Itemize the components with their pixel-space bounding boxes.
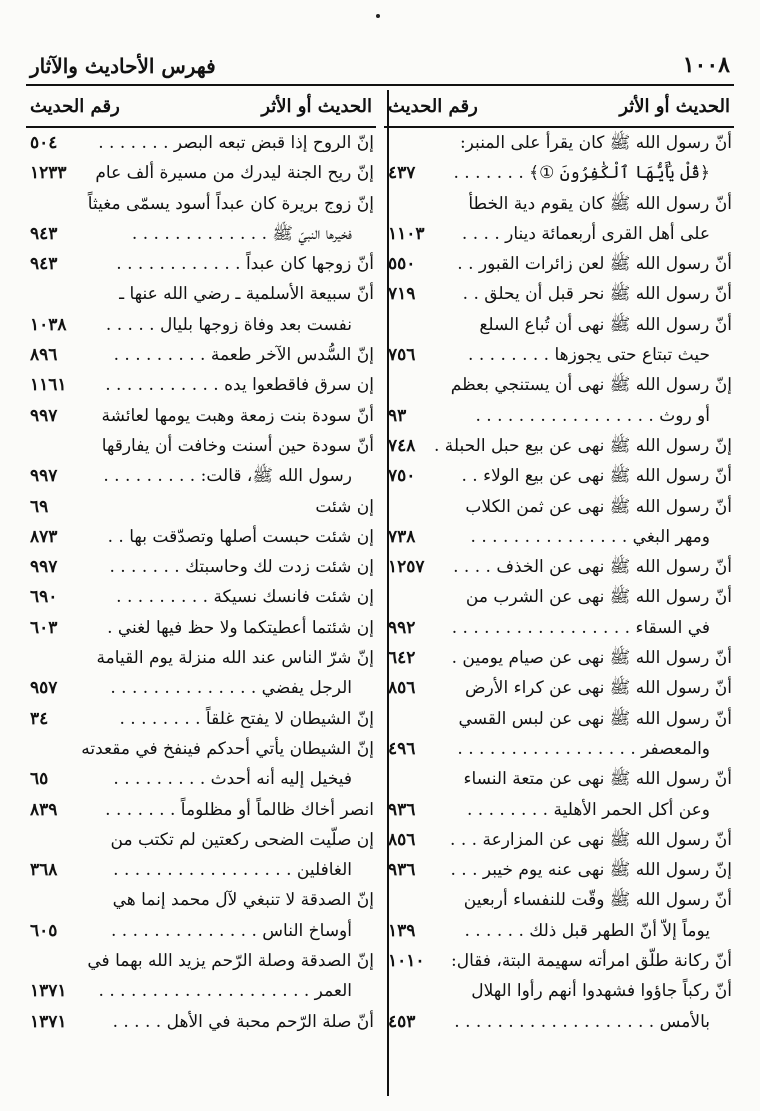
- hadith-text: انصر أخاك ظالماً أو مظلوماً . . . . . . .: [105, 799, 374, 820]
- hadith-text: أنّ سودة حين أسنت وخافت أن يفارقها: [101, 435, 374, 456]
- index-entry: [26, 734, 376, 764]
- index-entry: [26, 673, 376, 703]
- hadith-number: ٨٧٣: [30, 526, 58, 547]
- index-entry: [384, 158, 734, 188]
- hadith-number: ٦٠٥: [30, 920, 58, 941]
- index-entry: [26, 916, 376, 946]
- hadith-number: ٦٠٣: [30, 617, 58, 638]
- hadith-text: إنّ الصدقة وصلة الرّحم يزيد الله بهما في: [87, 951, 374, 972]
- hadith-text: إنّ رسول الله ﷺ نهى عنه يوم خيبر . . .: [450, 860, 732, 881]
- index-entry: [26, 158, 376, 188]
- hadith-text: إنّ رسول الله ﷺ نهى عن بيع حبل الحبلة .: [433, 435, 732, 456]
- index-entry: [26, 704, 376, 734]
- hadith-text: نفست بعد وفاة زوجها بليال . . . . .: [105, 314, 352, 335]
- page-header: [26, 52, 734, 84]
- hadith-text: إن شئت: [315, 496, 374, 517]
- index-entry: [384, 673, 734, 703]
- hadith-text: في السقاء . . . . . . . . . . . . . . . . .: [451, 617, 710, 638]
- hadith-text: أنّ صلة الرّحم محبة في الأهل . . . . .: [112, 1011, 374, 1032]
- index-entry: [384, 522, 734, 552]
- hadith-number: ٤٣٧: [388, 163, 416, 184]
- index-entry: [26, 946, 376, 976]
- hadith-text: ﴿قُلْ يَٰأَيُّهَا ٱلْكَٰفِرُونَ ①﴾ . . . . . . .: [453, 163, 710, 184]
- index-entry: [384, 916, 734, 946]
- hadith-text: أنّ رسول الله ﷺ نهى أن تُباع السلع: [479, 314, 732, 335]
- index-entry: [26, 1007, 376, 1037]
- hadith-text: إنّ رسول الله ﷺ نهى أن يستنجي بعظم: [450, 375, 732, 396]
- index-entry: [384, 643, 734, 673]
- hadith-number: ٥٠٤: [30, 133, 58, 153]
- index-entry: [384, 825, 734, 855]
- page-number: ١٠٠٨: [682, 52, 730, 78]
- hadith-number: ٧٤٨: [388, 435, 416, 456]
- rows-left: [26, 128, 376, 1037]
- index-entry: [26, 219, 376, 249]
- column-header-left: [26, 90, 376, 128]
- index-entry: [384, 370, 734, 400]
- index-entry: [26, 643, 376, 673]
- index-entry: [26, 340, 376, 370]
- hadith-number: ٩٤٣: [30, 254, 58, 275]
- hadith-text: أنّ رسول الله ﷺ نهى عن كراء الأرض: [465, 678, 732, 699]
- hadith-number: ٦٩: [30, 496, 49, 517]
- index-entry: [26, 461, 376, 491]
- hadith-number: ٦٤٢: [388, 648, 416, 669]
- index-column-left: [26, 90, 376, 1096]
- hadith-text: إن شئتما أعطيتكما ولا حظ فيها لغني .: [107, 617, 374, 638]
- hadith-text: أنّ رسول الله ﷺ كان يقوم دية الخطأ: [468, 193, 732, 214]
- hadith-text: أنّ رسول الله ﷺ كان يقرأ على المنبر:: [459, 133, 732, 153]
- hadith-text: أنّ رسول الله ﷺ نهى عن المزارعة . . .: [450, 829, 732, 850]
- hadith-number: ٣٦٨: [30, 860, 58, 881]
- hadith-number: ٥٥٠: [388, 254, 416, 275]
- hadith-number: ٩٤٣: [30, 223, 58, 244]
- hadith-text: إن شئت حبست أصلها وتصدّقت بها . .: [107, 526, 374, 547]
- index-entry: [26, 401, 376, 431]
- hadith-text: على أهل القرى أربعمائة دينار . . . .: [461, 223, 710, 244]
- hadith-number: ١٢٥٧: [388, 557, 425, 578]
- hadith-text: فيخيل إليه أنه أحدث . . . . . . . . .: [113, 769, 352, 790]
- index-entry: [384, 1007, 734, 1037]
- hadith-text: إنّ زوج بريرة كان عبداً أسود يسمّى مغيثاً: [87, 193, 374, 214]
- index-entry: [384, 613, 734, 643]
- index-entry: [26, 492, 376, 522]
- index-entry: [384, 582, 734, 612]
- hadith-text: أنّ رسول الله ﷺ نهى عن متعة النساء: [463, 769, 732, 790]
- hadith-text: أنّ رسول الله ﷺ نهى عن الشرب من: [465, 587, 732, 608]
- column-header-right: [384, 90, 734, 128]
- index-entry: [384, 401, 734, 431]
- hadith-text: أنّ رسول الله ﷺ وقّت للنفساء أربعين: [463, 890, 732, 911]
- hadith-text: إنّ الصدقة لا تنبغي لآل محمد إنما هي: [112, 890, 374, 911]
- hadith-text: أنّ رسول الله ﷺ نهى عن بيع الولاء . .: [461, 466, 732, 487]
- index-entry: [26, 613, 376, 643]
- hadith-number: ١٠٣٨: [30, 314, 67, 335]
- hadith-text: أنّ ركباً جاؤوا فشهدوا أنهم رأوا الهلال: [471, 981, 732, 1002]
- hadith-number: ٦٥: [30, 769, 49, 790]
- hadith-number: ٩٩٢: [388, 617, 416, 638]
- hadith-number: ٧٥٦: [388, 345, 416, 366]
- index-entry: [26, 310, 376, 340]
- hadith-text: أنّ رسول الله ﷺ نهى عن لبس القسي: [458, 708, 732, 729]
- hadith-number: ٨٣٩: [30, 799, 58, 820]
- hadith-number: ٩٣٦: [388, 860, 416, 881]
- index-entry: [384, 976, 734, 1006]
- hadith-number: ١٠١٠: [388, 951, 425, 972]
- hadith-text: إن شئت زدت لك وحاسبتك . . . . . . .: [109, 557, 374, 578]
- index-entry: [384, 704, 734, 734]
- index-entry: [384, 734, 734, 764]
- column-heading-number: رقم الحديث: [388, 96, 478, 117]
- running-title: فهرس الأحاديث والآثار: [30, 54, 216, 78]
- hadith-text: الغافلين . . . . . . . . . . . . . . . . .: [113, 860, 352, 881]
- hadith-text: إنّ السُّدس الآخر طعمة . . . . . . . . .: [113, 345, 374, 366]
- hadith-text: بالأمس . . . . . . . . . . . . . . . . . . .: [454, 1011, 710, 1032]
- index-entry: [384, 279, 734, 309]
- hadith-number: ٦٩٠: [30, 587, 58, 608]
- index-entry: [26, 795, 376, 825]
- hadith-number: ١١٦١: [30, 375, 67, 396]
- index-entry: [384, 885, 734, 915]
- column-heading-hadith: الحديث أو الأثر: [619, 96, 730, 117]
- index-entry: [26, 855, 376, 885]
- hadith-text: إن شئت فانسك نسيكة . . . . . . . . .: [116, 587, 374, 608]
- index-entry: [384, 340, 734, 370]
- hadith-text: فخيرها النبيّ ﷺ . . . . . . . . . . . . .: [131, 223, 352, 244]
- hadith-number: ٤٥٣: [388, 1011, 416, 1032]
- index-entry: [384, 219, 734, 249]
- index-entry: [26, 522, 376, 552]
- hadith-text: أنّ رسول الله ﷺ نهى عن ثمن الكلاب: [465, 496, 732, 517]
- hadith-number: ٨٩٦: [30, 345, 58, 366]
- hadith-text: أوساخ الناس . . . . . . . . . . . . . .: [110, 920, 352, 941]
- hadith-text: أنّ رسول الله ﷺ لعن زائرات القبور . .: [457, 254, 732, 275]
- hadith-number: ٨٥٦: [388, 829, 416, 850]
- hadith-number: ٩٩٧: [30, 557, 58, 578]
- index-entry: [384, 249, 734, 279]
- hadith-number: ٧٣٨: [388, 526, 416, 547]
- hadith-text: الرجل يفضي . . . . . . . . . . . . . .: [110, 678, 352, 699]
- hadith-number: ٩٥٧: [30, 678, 58, 699]
- hadith-number: ٩٣: [388, 405, 407, 426]
- index-entry: [384, 189, 734, 219]
- index-entry: [384, 764, 734, 794]
- hadith-text: إنّ الشيطان لا يفتح غلقاً . . . . . . . .: [119, 708, 374, 729]
- index-entry: [26, 885, 376, 915]
- column-divider: [387, 90, 389, 1096]
- hadith-text: وعن أكل الحمر الأهلية . . . . . . . .: [467, 799, 710, 820]
- index-entry: [26, 249, 376, 279]
- index-entry: [384, 795, 734, 825]
- rows-right: [384, 128, 734, 1037]
- index-entry: [26, 431, 376, 461]
- hadith-text: أنّ سبيعة الأسلمية ـ رضي الله عنها ـ: [119, 284, 374, 305]
- hadith-text: إنّ الشيطان يأتي أحدكم فينفخ في مقعدته: [81, 738, 374, 759]
- hadith-number: ١٣٧١: [30, 1011, 67, 1032]
- column-heading-hadith: الحديث أو الأثر: [261, 96, 372, 117]
- page-dot-mark: [376, 14, 380, 18]
- hadith-number: ٩٩٧: [30, 466, 58, 487]
- hadith-number: ٧١٩: [388, 284, 416, 305]
- hadith-number: ١٣٧١: [30, 981, 67, 1002]
- index-entry: [26, 128, 376, 158]
- hadith-text: إن صلّيت الضحى ركعتين لم تكتب من: [110, 829, 374, 850]
- hadith-text: إن سرق فاقطعوا يده . . . . . . . . . . .: [105, 375, 374, 396]
- hadith-text: العمر . . . . . . . . . . . . . . . . . . . .: [98, 981, 352, 1002]
- index-entry: [26, 825, 376, 855]
- hadith-number: ٩٣٦: [388, 799, 416, 820]
- index-entry: [384, 128, 734, 158]
- hadith-number: ٧٥٠: [388, 466, 416, 487]
- hadith-text: إنّ الروح إذا قبض تبعه البصر . . . . . . .: [98, 133, 374, 153]
- hadith-number: ١١٠٣: [388, 223, 425, 244]
- hadith-number: ٣٤: [30, 708, 49, 729]
- hadith-text: إنّ شرّ الناس عند الله منزلة يوم القيامة: [96, 648, 374, 669]
- hadith-text: يوماً إلاّ أنّ الطهر قبل ذلك . . . . . .: [464, 920, 710, 941]
- column-heading-number: رقم الحديث: [30, 96, 120, 117]
- index-entry: [26, 552, 376, 582]
- hadith-text: أنّ رسول الله ﷺ نهى عن الخذف . . . .: [453, 557, 732, 578]
- index-entry: [384, 855, 734, 885]
- hadith-number: ١٢٣٣: [30, 163, 67, 184]
- index-entry: [384, 552, 734, 582]
- hadith-text: أنّ ركانة طلّق امرأته سهيمة البتة، فقال:: [451, 951, 732, 972]
- hadith-text: أنّ رسول الله ﷺ نهى عن صيام يومين .: [451, 648, 732, 669]
- index-entry: [384, 310, 734, 340]
- hadith-text: ومهر البغي . . . . . . . . . . . . . . .: [470, 526, 710, 547]
- hadith-text: أنّ رسول الله ﷺ نحر قبل أن يحلق . .: [462, 284, 732, 305]
- index-entry: [26, 370, 376, 400]
- header-rule: [26, 84, 734, 86]
- hadith-text: رسول الله ﷺ، قالت: . . . . . . . . .: [103, 466, 352, 487]
- index-entry: [384, 492, 734, 522]
- index-entry: [384, 431, 734, 461]
- index-entry: [26, 582, 376, 612]
- hadith-number: ١٣٩: [388, 920, 416, 941]
- hadith-number: ٩٩٧: [30, 405, 58, 426]
- index-entry: [384, 946, 734, 976]
- index-entry: [26, 764, 376, 794]
- hadith-number: ٤٩٦: [388, 738, 416, 759]
- index-entry: [26, 279, 376, 309]
- hadith-text: حيث تبتاع حتى يجوزها . . . . . . . .: [468, 345, 710, 366]
- hadith-text: أنّ سودة بنت زمعة وهبت يومها لعائشة: [101, 405, 374, 426]
- hadith-text: والمعصفر . . . . . . . . . . . . . . . . .: [457, 738, 710, 759]
- index-entry: [26, 189, 376, 219]
- index-entry: [384, 461, 734, 491]
- hadith-text: أو روث . . . . . . . . . . . . . . . . .: [475, 405, 710, 426]
- hadith-text: أنّ زوجها كان عبداً . . . . . . . . . . . .: [116, 254, 374, 275]
- index-column-right: [384, 90, 734, 1096]
- index-entry: [26, 976, 376, 1006]
- hadith-text: إنّ ريح الجنة ليدرك من مسيرة ألف عام: [95, 163, 374, 184]
- hadith-number: ٨٥٦: [388, 678, 416, 699]
